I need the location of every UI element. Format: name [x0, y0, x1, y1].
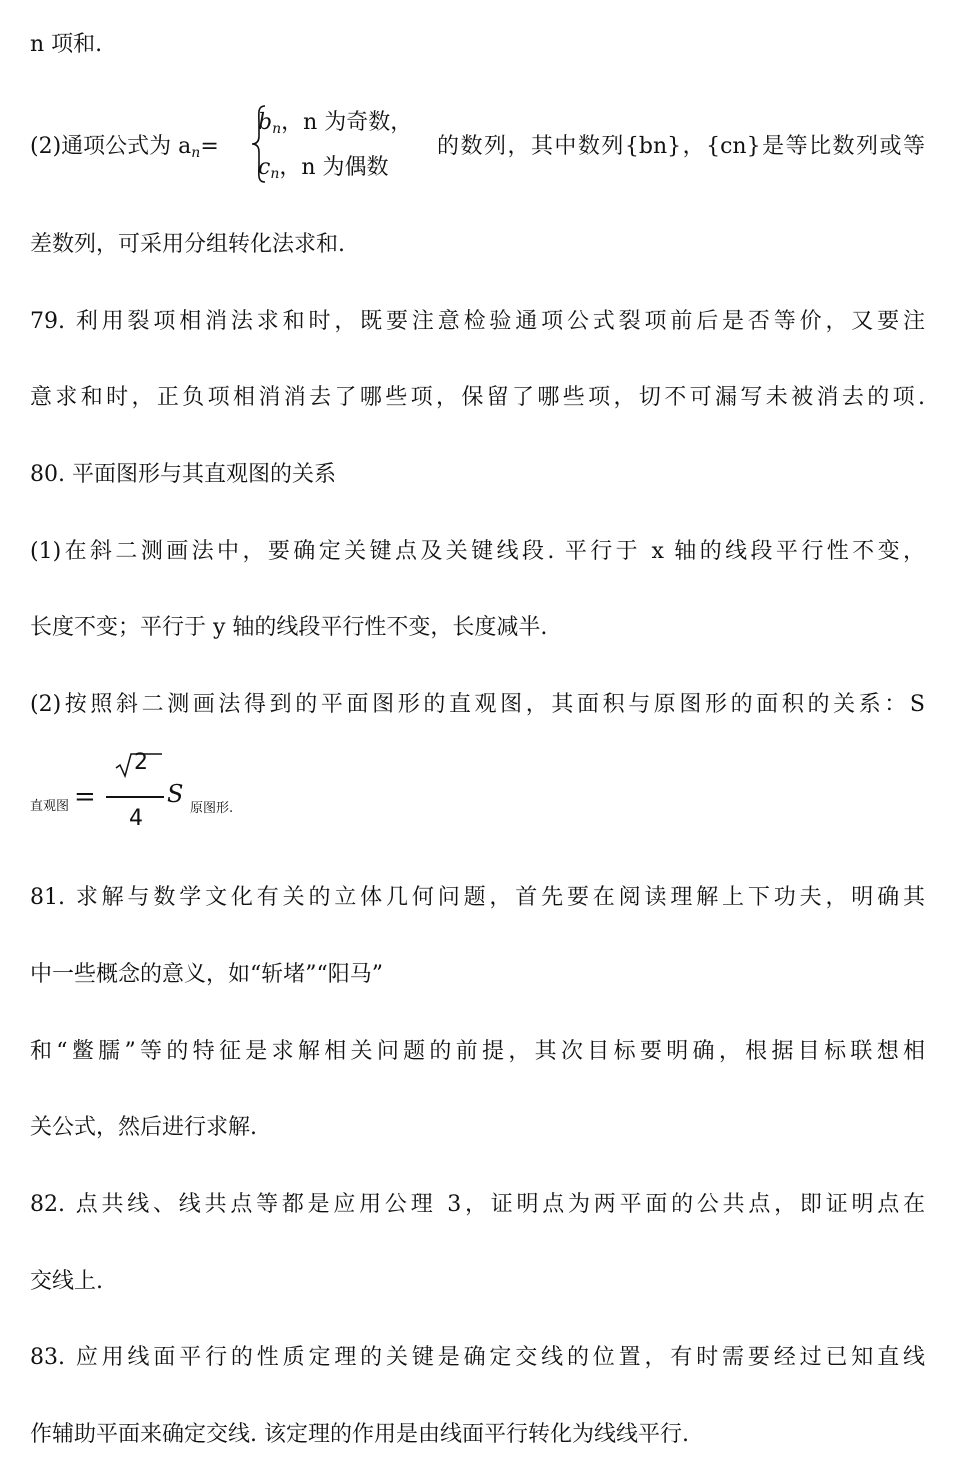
piecewise-lead-text: (2)通项公式为 a — [30, 134, 192, 159]
text-line-80-title: 80. 平面图形与其直观图的关系 — [30, 462, 336, 487]
case-odd-sub: n — [272, 121, 282, 137]
piecewise-lead-sub: n — [191, 145, 201, 161]
text-line-80-1b: 长度不变；平行于 y 轴的线段平行性不变，长度减半. — [30, 615, 548, 640]
piecewise-equals: = — [200, 134, 219, 159]
text-line-83b: 作辅助平面来确定交线. 该定理的作用是由线面平行转化为线线平行. — [30, 1422, 689, 1447]
text-line-3: 差数列，可采用分组转化法求和. — [30, 232, 345, 257]
piecewise-case-odd — [258, 108, 412, 144]
case-odd-text: ，n 为奇数， — [281, 110, 413, 135]
text-line-81d: 关公式，然后进行求解. — [30, 1115, 257, 1140]
text-line-81a: 81. 求解与数学文化有关的立体几何问题，首先要在阅读理解上下功夫，明确其 — [30, 885, 925, 910]
text-line-80-2a: (2)按照斜二测画法得到的平面图形的直观图，其面积与原图形的面积的关系：S — [30, 692, 925, 717]
formula-equals: = — [74, 782, 96, 812]
formula-subscript-original: 原图形. — [190, 801, 234, 816]
text-line-79a: 79. 利用裂项相消法求和时，既要注意检验通项公式裂项前后是否等价，又要注 — [30, 309, 925, 334]
text-line-82b: 交线上. — [30, 1269, 103, 1294]
formula-denominator: 4 — [129, 806, 143, 831]
formula-S: S — [167, 780, 184, 808]
case-even-symbol: c — [258, 155, 271, 180]
case-even-text: ，n 为偶数 — [279, 155, 389, 180]
text-line-79b: 意求和时，正负项相消消去了哪些项，保留了哪些项，切不可漏写未被消去的项. — [30, 385, 925, 410]
text-line-81b: 中一些概念的意义，如“斩堵”“阳马” — [30, 962, 383, 987]
text-line-1: n 项和. — [30, 32, 103, 57]
piecewise-formula-line — [30, 100, 930, 190]
text-line-83a: 83. 应用线面平行的性质定理的关键是确定交线的位置，有时需要经过已知直线 — [30, 1345, 925, 1370]
text-line-82a: 82. 点共线、线共点等都是应用公理 3，证明点为两平面的公共点，即证明点在 — [30, 1192, 925, 1217]
case-even-sub: n — [270, 166, 280, 182]
area-ratio-formula — [30, 750, 430, 840]
case-odd-symbol: b — [258, 110, 273, 135]
piecewise-case-even — [258, 153, 389, 189]
text-line-80-1a: (1)在斜二测画法中，要确定关键点及关键线段. 平行于 x 轴的线段平行性不变， — [30, 539, 925, 564]
fraction-bar — [106, 796, 164, 798]
formula-subscript-intuitive: 直观图 — [30, 799, 70, 814]
text-line-81c: 和“鳖臑”等的特征是求解相关问题的前提，其次目标要明确，根据目标联想相 — [30, 1039, 925, 1064]
formula-numerator: 2 — [134, 750, 148, 775]
piecewise-tail-text: 的数列，其中数列{bn}，{cn}是等比数列或等 — [437, 134, 925, 159]
piecewise-lead — [30, 132, 219, 168]
